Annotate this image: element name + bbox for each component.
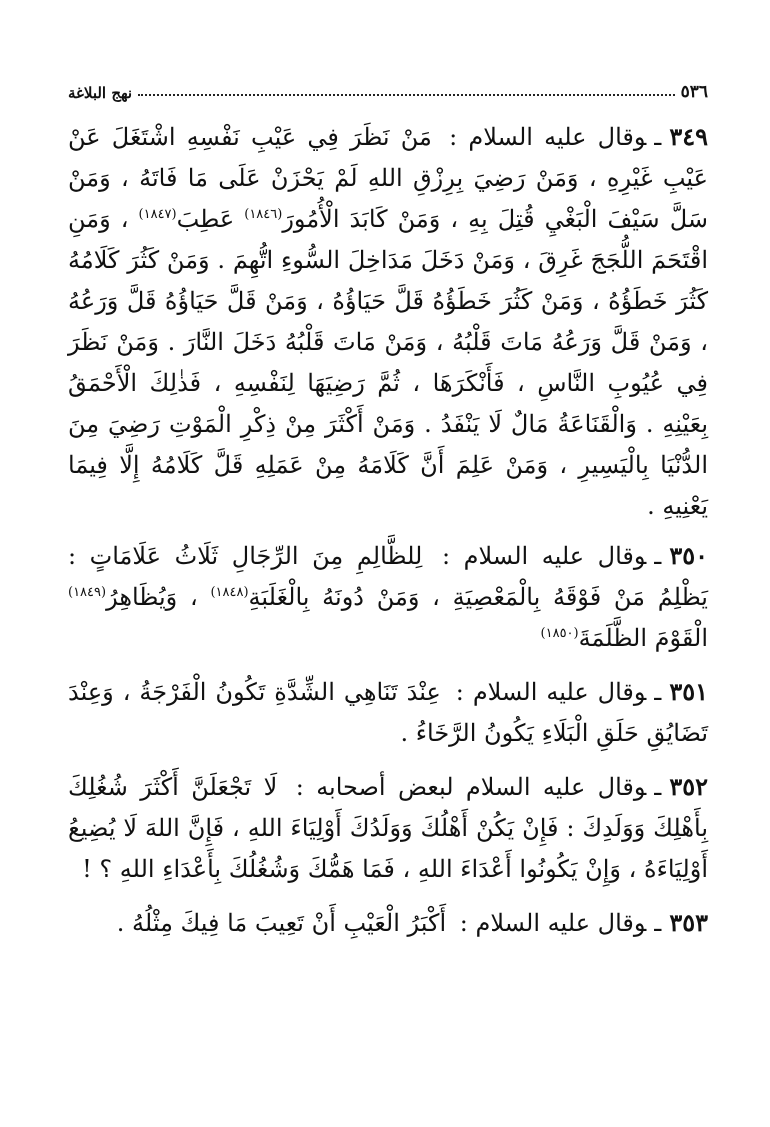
saying-number: ٣٥٠ [669, 541, 708, 570]
saying-number: ٣٤٩ [669, 122, 708, 151]
saying-text: عِنْدَ تَنَاهِي الشِّدَّةِ تَكُونُ الْفَرْجَةُ ، وَعِنْدَ تَضَايُقِ حَلَقِ الْبَلَاءِ يَكُونُ الرَّخَاءُ . [68, 678, 708, 747]
saying-intro: وقال عليه السلام : [455, 678, 647, 706]
saying-separator: ـ [654, 773, 662, 801]
footnote-marker: (١٨٤٨) [210, 585, 249, 600]
saying-separator: ـ [654, 542, 662, 570]
saying-349 [68, 116, 708, 527]
page-body [68, 116, 708, 956]
saying-text: لَا تَجْعَلَنَّ أَكْثَرَ شُغُلِكَ بِأَهْلِكَ وَوَلَدِكَ : فَإِنْ يَكُنْ أَهْلُكَ وَوَلَدُكَ أَوْلِيَاءَ اللهِ ، فَإِنَّ اللهَ لَا يُضِيعُ أَوْلِيَاءَهُ ، وَإِنْ يَكُونُوا أَعْدَاءَ اللهِ ، فَمَا هَمُّكَ وَشُغُلُكَ بِأَعْدَاءِ اللهِ ؟ ! [68, 773, 709, 883]
saying-separator: ـ [654, 123, 662, 151]
saying-text: لِلظَّالِمِ مِنَ الرِّجَالِ ثَلَاثُ عَلَامَاتٍ : يَظْلِمُ مَنْ فَوْقَهُ بِالْمَعْصِيَةِ ، وَمَنْ دُونَهُ بِالْغَلَبَةِ [68, 542, 708, 611]
page-number: ٥٣٦ [680, 82, 708, 102]
saying-intro: وقال عليه السلام لبعض أصحابه : [295, 773, 647, 801]
saying-intro: وقال عليه السلام : [441, 542, 647, 570]
saying-separator: ـ [654, 678, 662, 706]
saying-text: ، وَيُظَاهِرُ [106, 583, 198, 611]
saying-separator: ـ [654, 909, 662, 937]
book-title: نهج البلاغة [68, 84, 133, 102]
footnote-marker: (١٨٤٧) [138, 207, 177, 222]
saying-353 [68, 902, 708, 944]
saying-350 [68, 535, 708, 659]
saying-text: عَطِبَ [176, 205, 235, 233]
saying-number: ٣٥٢ [669, 772, 708, 801]
page-header [68, 74, 708, 102]
saying-intro: وقال عليه السلام : [459, 909, 647, 937]
footnote-marker: (١٨٥٠) [540, 626, 579, 641]
footnote-marker: (١٨٤٩) [68, 585, 107, 600]
saying-number: ٣٥٣ [669, 908, 708, 937]
saying-351 [68, 671, 708, 754]
saying-intro: وقال عليه السلام : [449, 123, 647, 151]
saying-352 [68, 766, 708, 890]
saying-text: الْقَوْمَ الظَّلَمَةَ [578, 624, 708, 652]
saying-text: ، وَمَنِ اقْتَحَمَ اللُّجَجَ غَرِقَ ، وَمَنْ دَخَلَ مَدَاخِلَ السُّوءِ اتُّهِمَ . وَمَنْ كَثُرَ كَلَامُهُ كَثُرَ خَطَؤُهُ ، وَمَنْ كَثُرَ خَطَؤُهُ قَلَّ حَيَاؤُهُ ، وَمَنْ قَلَّ حَيَاؤُهُ قَلَّ وَرَعُهُ ، وَمَنْ قَلَّ وَرَعُهُ مَاتَ قَلْبُهُ ، وَمَنْ مَاتَ قَلْبُهُ دَخَلَ النَّارَ . وَمَنْ نَظَرَ فِي عُيُوبِ النَّاسِ ، فَأَنْكَرَهَا ، ثُمَّ رَضِيَهَا لِنَفْسِهِ ، فَذٰلِكَ الْأَحْمَقُ بِعَيْنِهِ . وَالْقَنَاعَةُ مَالٌ لَا يَنْفَدُ . وَمَنْ أَكْثَرَ مِنْ ذِكْرِ الْمَوْتِ رَضِيَ مِنَ الدُّنْيَا بِالْيَسِيرِ ، وَمَنْ عَلِمَ أَنَّ كَلَامَهُ مِنْ عَمَلِهِ قَلَّ كَلَامُهُ إِلَّا فِيمَا يَعْنِيهِ . [68, 205, 708, 520]
saying-text: أَكْبَرُ الْعَيْبِ أَنْ تَعِيبَ مَا فِيكَ مِثْلُهُ . [116, 909, 447, 937]
footnote-marker: (١٨٤٦) [244, 207, 283, 222]
saying-number: ٣٥١ [669, 677, 708, 706]
header-dotted-rule [138, 93, 674, 96]
saying-text: مَنْ نَظَرَ فِي عَيْبِ نَفْسِهِ اشْتَغَلَ عَنْ عَيْبِ غَيْرِهِ ، وَمَنْ رَضِيَ بِرِزْقِ اللهِ لَمْ يَحْزَنْ عَلَى مَا فَاتَهُ ، وَمَنْ سَلَّ سَيْفَ الْبَغْيِ قُتِلَ بِهِ ، وَمَنْ كَابَدَ الْأُمُورَ [68, 123, 708, 233]
